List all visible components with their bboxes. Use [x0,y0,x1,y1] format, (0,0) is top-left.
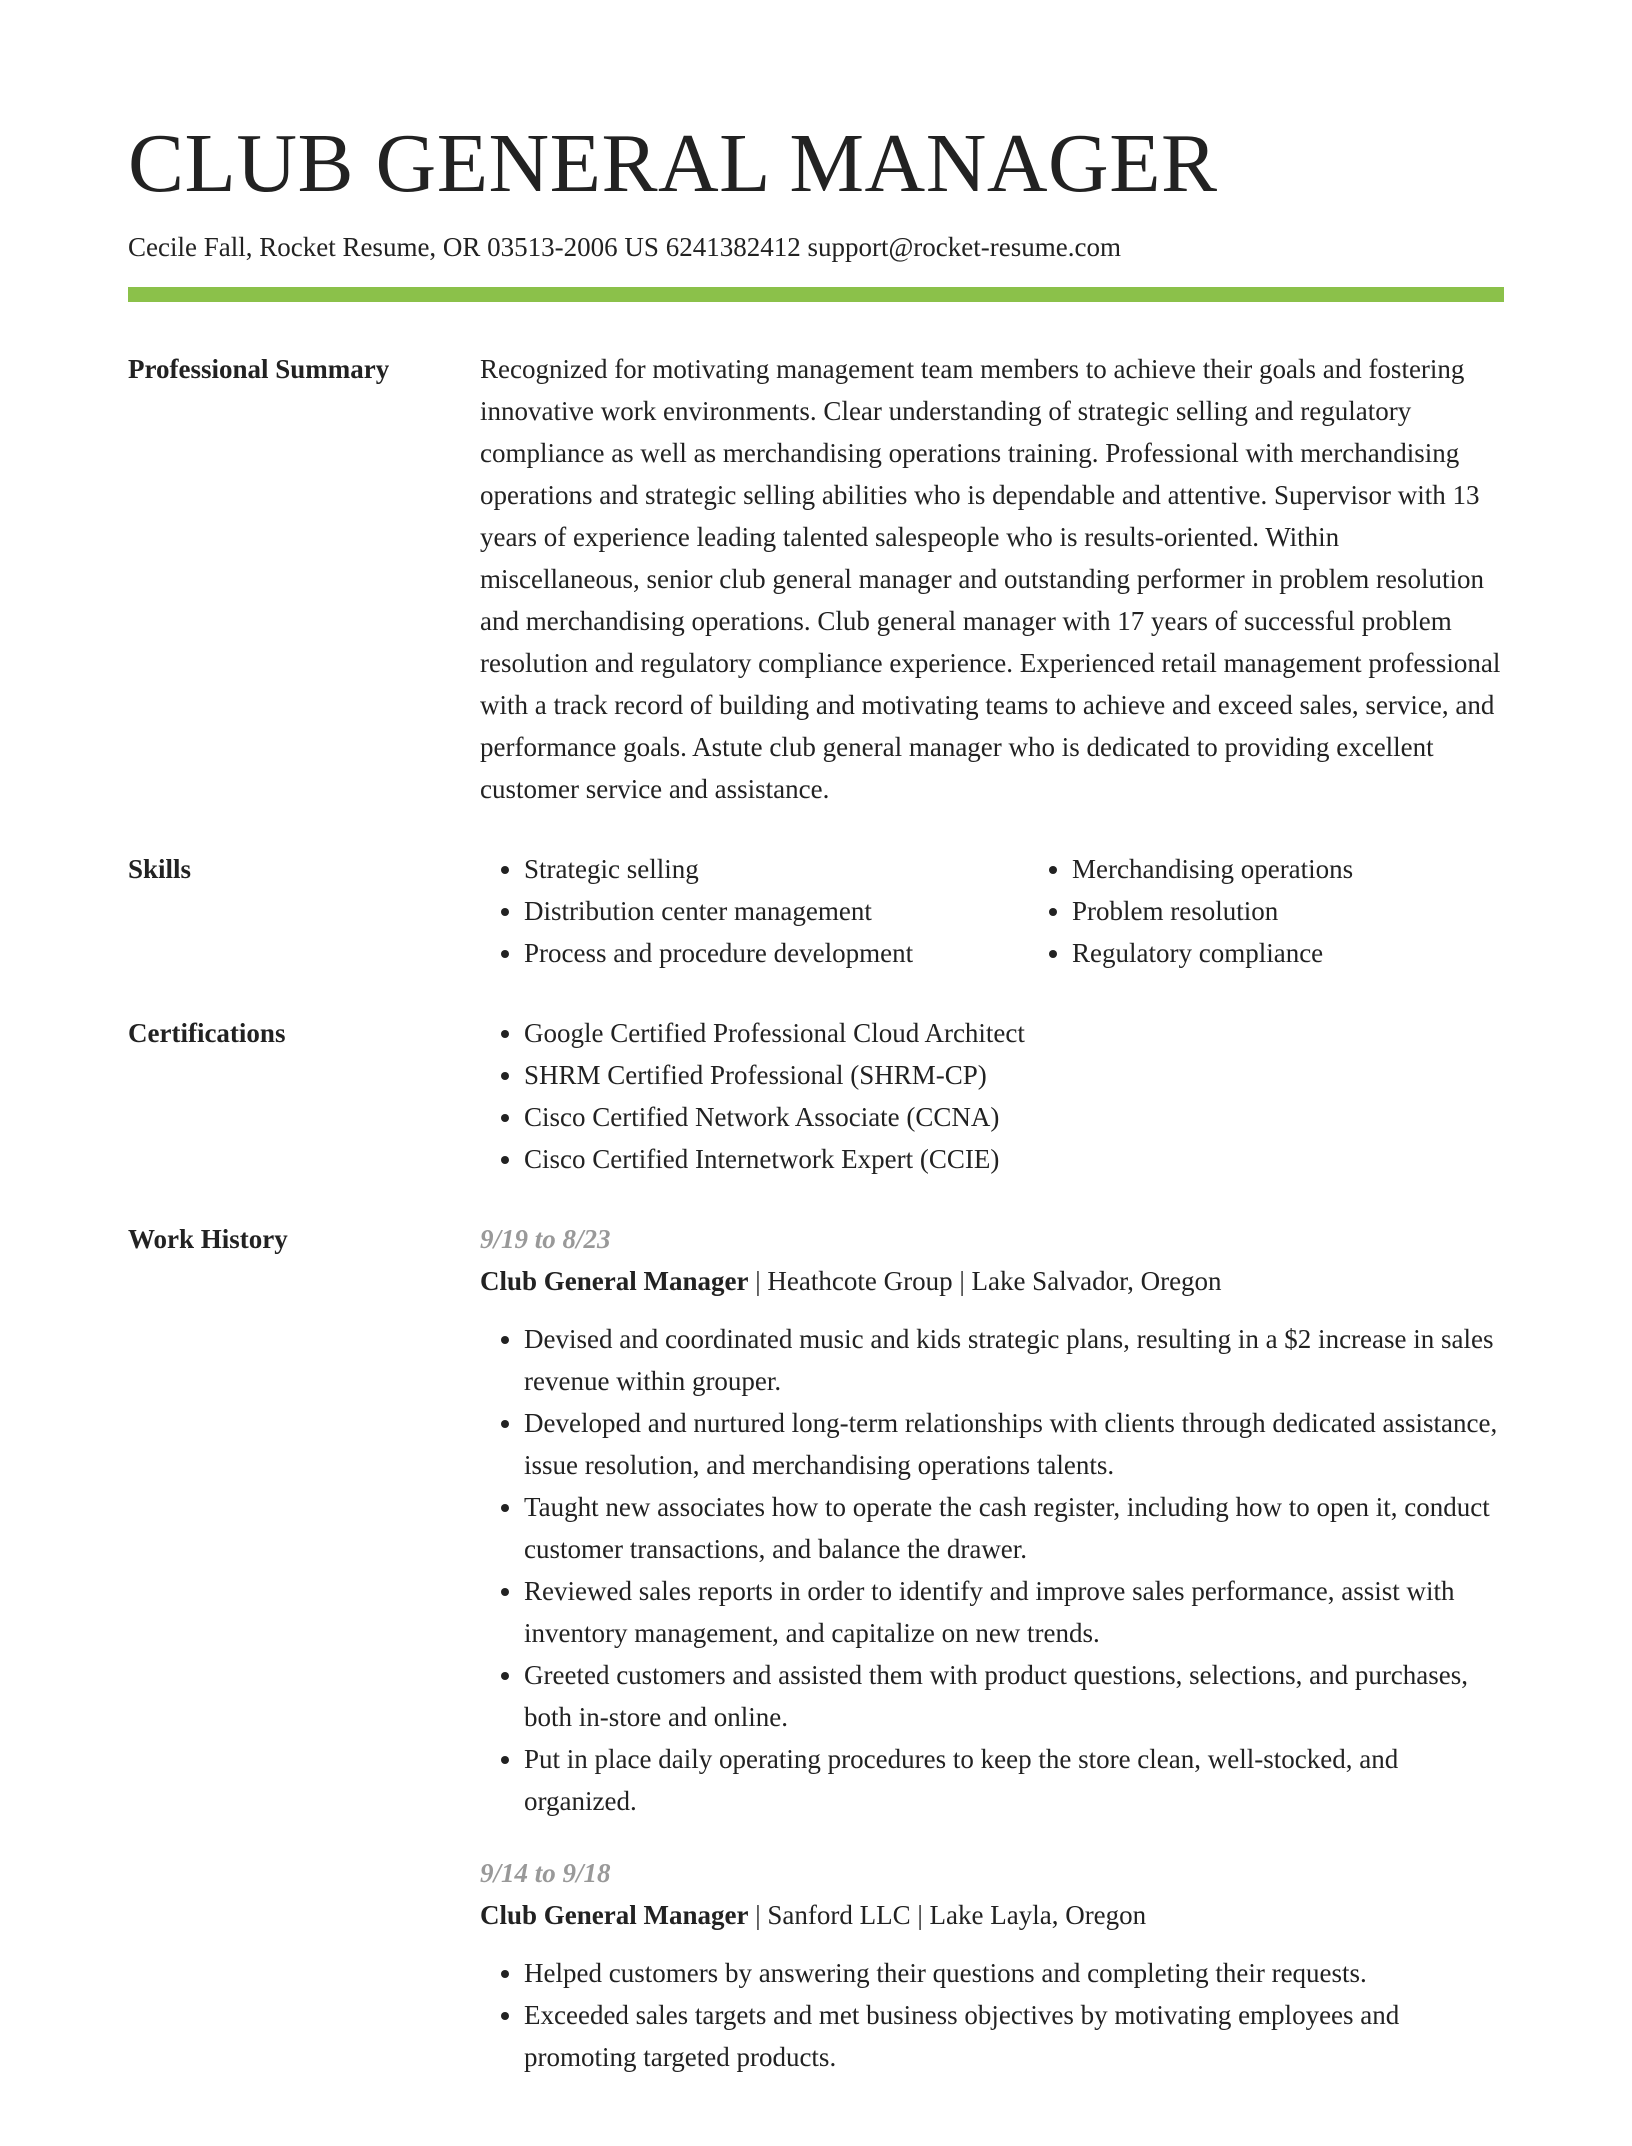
job-title: Club General Manager [480,1900,749,1931]
resume-page [128,118,1504,2146]
skills-list-left [480,848,1028,974]
job-bullet: • Taught new associates how to operate the cash register, including how to open it, conduct customer transactions, and balance the drawer. [524,1486,1504,1570]
work-history-section [128,1218,1504,2108]
certification-item: • Cisco Certified Network Associate (CCNA) [524,1096,1504,1138]
job-bullet: • Put in place daily operating procedures to keep the store clean, well-stocked, and organized. [524,1738,1504,1822]
section-label-skills: Skills [128,854,192,885]
job-bullet: • Developed and nurtured long-term relationships with clients through dedicated assistance, issue resolution, and merchandising operations talents. [524,1402,1504,1486]
summary-text: Recognized for motivating management team members to achieve their goals and fostering innovative work environments. Clear understanding of strategic selling and regulatory compliance as well as merchandising operations training. Professional with merchandising operations and strategic selling abilities who is dependable and attentive. Supervisor with 13 years of experience leading talented salespeople who is results-oriented. Within miscellaneous, senior club general manager and outstanding performer in problem resolution and merchandising operations. Club general manager with 17 years of successful problem resolution and regulatory compliance experience. Experienced retail management professional with a track record of building and motivating teams to achieve and exceed sales, service, and performance goals. Astute club general manager who is dedicated to providing excellent customer service and assistance. [480,354,1501,805]
skill-item: • Regulatory compliance [1072,932,1353,974]
job-bullets [480,1318,1504,1822]
job-heading [480,1260,1504,1302]
accent-divider [128,287,1504,302]
job-bullets [480,1952,1504,2078]
skill-item: • Process and procedure development [524,932,1028,974]
job-details: | Heathcote Group | Lake Salvador, Oregon [748,1266,1222,1297]
section-label-summary: Professional Summary [128,354,390,385]
professional-summary-section [128,348,1504,810]
job-entry [480,1852,1504,2078]
job-bullet: • Exceeded sales targets and met business objectives by motivating employees and promoting targeted products. [524,1994,1504,2078]
skill-item: • Strategic selling [524,848,1028,890]
skills-list-right [1028,848,1353,974]
job-date: 9/19 to 8/23 [480,1224,611,1255]
certification-item: • Cisco Certified Internetwork Expert (CCIE) [524,1138,1504,1180]
contact-line: Cecile Fall, Rocket Resume, OR 03513-2006 US 6241382412 support@rocket-resume.com [128,232,1121,263]
job-bullet: • Reviewed sales reports in order to identify and improve sales performance, assist with inventory management, and capitalize on new trends. [524,1570,1504,1654]
skill-item: • Merchandising operations [1072,848,1353,890]
job-bullet: • Devised and coordinated music and kids strategic plans, resulting in a $2 increase in sales revenue within grouper. [524,1318,1504,1402]
job-details: | Sanford LLC | Lake Layla, Oregon [748,1900,1147,1931]
resume-title: CLUB GENERAL MANAGER [128,117,1218,210]
section-label-work-history: Work History [128,1224,288,1255]
certification-item: • Google Certified Professional Cloud Architect [524,1012,1504,1054]
job-entry [480,1218,1504,1822]
skill-item: • Distribution center management [524,890,1028,932]
job-heading [480,1894,1504,1936]
certifications-list [480,1012,1504,1180]
job-bullet: • Helped customers by answering their questions and completing their requests. [524,1952,1504,1994]
section-label-certifications: Certifications [128,1018,286,1049]
certifications-section [128,1012,1504,1180]
certification-item: • SHRM Certified Professional (SHRM-CP) [524,1054,1504,1096]
job-date: 9/14 to 9/18 [480,1858,611,1889]
job-bullet: • Greeted customers and assisted them with product questions, selections, and purchases, both in-store and online. [524,1654,1504,1738]
job-title: Club General Manager [480,1266,749,1297]
skill-item: • Problem resolution [1072,890,1353,932]
skills-section [128,848,1504,974]
